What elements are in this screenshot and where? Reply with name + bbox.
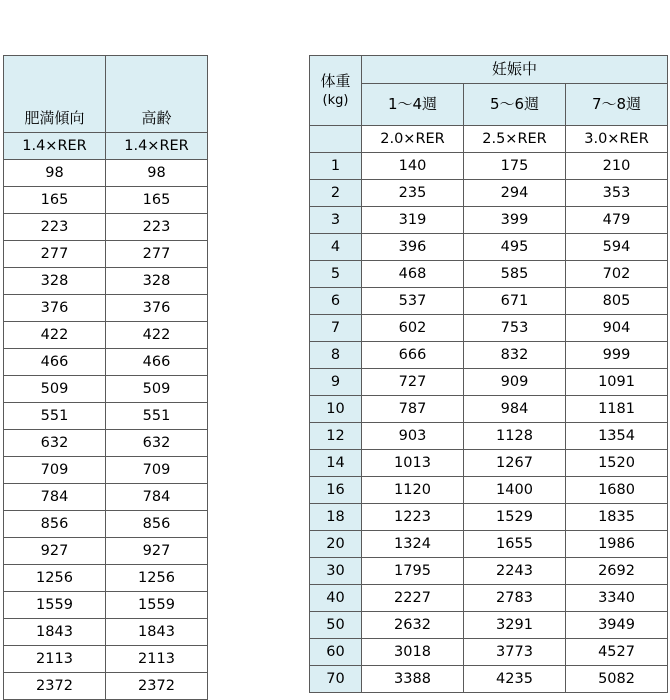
obesity-value: 98 [4,160,106,187]
table-row [310,666,668,693]
table-row [310,612,668,639]
senior-value: 709 [106,457,208,484]
right-energy-table [309,55,668,693]
weight-value: 3 [310,207,362,234]
table-row [310,504,668,531]
week-7-8-value: 594 [566,234,668,261]
week-5-6-value: 832 [464,342,566,369]
week-7-8-value: 3949 [566,612,668,639]
obesity-value: 376 [4,295,106,322]
table-row [310,234,668,261]
obesity-value: 1843 [4,619,106,646]
table-row [310,180,668,207]
table-row [310,288,668,315]
header-obesity: 肥満傾向 [4,56,106,133]
week-5-6-value: 4235 [464,666,566,693]
senior-value: 1256 [106,565,208,592]
week-1-4-value: 2632 [362,612,464,639]
senior-value: 1843 [106,619,208,646]
obesity-value: 466 [4,349,106,376]
week-5-6-value: 984 [464,396,566,423]
weight-value: 14 [310,450,362,477]
weight-value: 8 [310,342,362,369]
week-1-4-value: 396 [362,234,464,261]
table-row [310,396,668,423]
obesity-value: 277 [4,241,106,268]
weight-unit: (kg) [322,92,349,108]
obesity-value: 927 [4,538,106,565]
table-row [4,511,208,538]
weight-value: 16 [310,477,362,504]
factor-obesity: 1.4×RER [4,133,106,160]
obesity-value: 328 [4,268,106,295]
week-1-4-value: 1795 [362,558,464,585]
week-5-6-value: 495 [464,234,566,261]
week-1-4-value: 235 [362,180,464,207]
weight-label: 体重 [320,71,351,90]
week-5-6-value: 175 [464,153,566,180]
left-header-row [4,56,208,133]
weight-value: 70 [310,666,362,693]
header-weight [310,56,362,126]
factor-week-5-6: 2.5×RER [464,126,566,153]
weight-value: 60 [310,639,362,666]
table-row [310,477,668,504]
week-1-4-value: 1324 [362,531,464,558]
week-5-6-value: 753 [464,315,566,342]
factor-week-1-4: 2.0×RER [362,126,464,153]
week-7-8-value: 3340 [566,585,668,612]
week-5-6-value: 1529 [464,504,566,531]
weight-value: 18 [310,504,362,531]
week-1-4-value: 140 [362,153,464,180]
table-row [310,153,668,180]
week-7-8-value: 999 [566,342,668,369]
table-row [4,538,208,565]
weight-value: 7 [310,315,362,342]
obesity-value: 551 [4,403,106,430]
senior-value: 2113 [106,646,208,673]
table-row [310,450,668,477]
table-row [4,565,208,592]
week-1-4-value: 787 [362,396,464,423]
week-7-8-value: 702 [566,261,668,288]
table-row [4,592,208,619]
obesity-value: 632 [4,430,106,457]
right-header-row-2 [310,84,668,126]
senior-value: 223 [106,214,208,241]
week-7-8-value: 353 [566,180,668,207]
table-row [4,646,208,673]
table-row [4,376,208,403]
senior-value: 1559 [106,592,208,619]
table-row [310,531,668,558]
week-7-8-value: 1986 [566,531,668,558]
table-row [4,484,208,511]
week-1-4-value: 2227 [362,585,464,612]
week-5-6-value: 1128 [464,423,566,450]
week-5-6-value: 3291 [464,612,566,639]
header-senior: 高齢 [106,56,208,133]
week-1-4-value: 3018 [362,639,464,666]
week-1-4-value: 1120 [362,477,464,504]
weight-value: 5 [310,261,362,288]
weight-value: 50 [310,612,362,639]
week-7-8-value: 1354 [566,423,668,450]
header-pregnant: 妊娠中 [362,56,668,84]
table-row [4,457,208,484]
week-5-6-value: 2783 [464,585,566,612]
obesity-value: 709 [4,457,106,484]
senior-value: 927 [106,538,208,565]
table-row [4,430,208,457]
week-1-4-value: 602 [362,315,464,342]
week-7-8-value: 1680 [566,477,668,504]
table-row [310,369,668,396]
week-5-6-value: 585 [464,261,566,288]
week-7-8-value: 5082 [566,666,668,693]
week-5-6-value: 1267 [464,450,566,477]
senior-value: 509 [106,376,208,403]
table-row [4,349,208,376]
obesity-value: 165 [4,187,106,214]
obesity-value: 856 [4,511,106,538]
header-week-7-8: 7～8週 [566,84,668,126]
factor-week-7-8: 3.0×RER [566,126,668,153]
senior-value: 466 [106,349,208,376]
senior-value: 277 [106,241,208,268]
table-row [4,214,208,241]
senior-value: 98 [106,160,208,187]
senior-value: 784 [106,484,208,511]
table-row [310,585,668,612]
factor-senior: 1.4×RER [106,133,208,160]
table-row [4,160,208,187]
weight-value: 9 [310,369,362,396]
obesity-value: 422 [4,322,106,349]
table-row [4,268,208,295]
week-7-8-value: 479 [566,207,668,234]
weight-value: 2 [310,180,362,207]
table-row [310,315,668,342]
week-5-6-value: 2243 [464,558,566,585]
senior-value: 856 [106,511,208,538]
weight-value: 30 [310,558,362,585]
table-row [310,639,668,666]
week-1-4-value: 537 [362,288,464,315]
week-5-6-value: 399 [464,207,566,234]
week-5-6-value: 909 [464,369,566,396]
senior-value: 2372 [106,673,208,700]
senior-value: 422 [106,322,208,349]
week-5-6-value: 294 [464,180,566,207]
week-7-8-value: 210 [566,153,668,180]
week-1-4-value: 1013 [362,450,464,477]
table-row [4,187,208,214]
week-1-4-value: 319 [362,207,464,234]
table-row [4,403,208,430]
table-row [4,619,208,646]
weight-value: 6 [310,288,362,315]
obesity-value: 2372 [4,673,106,700]
week-5-6-value: 1655 [464,531,566,558]
week-1-4-value: 468 [362,261,464,288]
week-7-8-value: 1091 [566,369,668,396]
obesity-value: 1559 [4,592,106,619]
week-7-8-value: 1181 [566,396,668,423]
table-row [310,558,668,585]
week-1-4-value: 666 [362,342,464,369]
week-1-4-value: 3388 [362,666,464,693]
right-table-body [310,56,668,693]
week-1-4-value: 903 [362,423,464,450]
weight-value: 12 [310,423,362,450]
week-7-8-value: 904 [566,315,668,342]
left-energy-table [3,55,208,700]
table-row [310,423,668,450]
table-row [310,261,668,288]
weight-value: 10 [310,396,362,423]
senior-value: 551 [106,403,208,430]
senior-value: 328 [106,268,208,295]
table-row [310,342,668,369]
week-7-8-value: 1835 [566,504,668,531]
left-factor-row [4,133,208,160]
week-1-4-value: 727 [362,369,464,396]
weight-value: 40 [310,585,362,612]
obesity-value: 223 [4,214,106,241]
table-row [4,241,208,268]
table-row [4,322,208,349]
week-1-4-value: 1223 [362,504,464,531]
right-factor-row [310,126,668,153]
week-5-6-value: 671 [464,288,566,315]
weight-value: 1 [310,153,362,180]
week-7-8-value: 805 [566,288,668,315]
obesity-value: 784 [4,484,106,511]
week-7-8-value: 2692 [566,558,668,585]
senior-value: 165 [106,187,208,214]
left-table-body [4,56,208,700]
header-week-5-6: 5～6週 [464,84,566,126]
table-row [4,673,208,700]
obesity-value: 2113 [4,646,106,673]
weight-value: 4 [310,234,362,261]
header-week-1-4: 1～4週 [362,84,464,126]
week-5-6-value: 3773 [464,639,566,666]
table-row [4,295,208,322]
obesity-value: 1256 [4,565,106,592]
obesity-value: 509 [4,376,106,403]
week-7-8-value: 1520 [566,450,668,477]
table-row [310,207,668,234]
senior-value: 632 [106,430,208,457]
right-header-row-1 [310,56,668,84]
week-5-6-value: 1400 [464,477,566,504]
senior-value: 376 [106,295,208,322]
weight-value: 20 [310,531,362,558]
factor-blank [310,126,362,153]
week-7-8-value: 4527 [566,639,668,666]
